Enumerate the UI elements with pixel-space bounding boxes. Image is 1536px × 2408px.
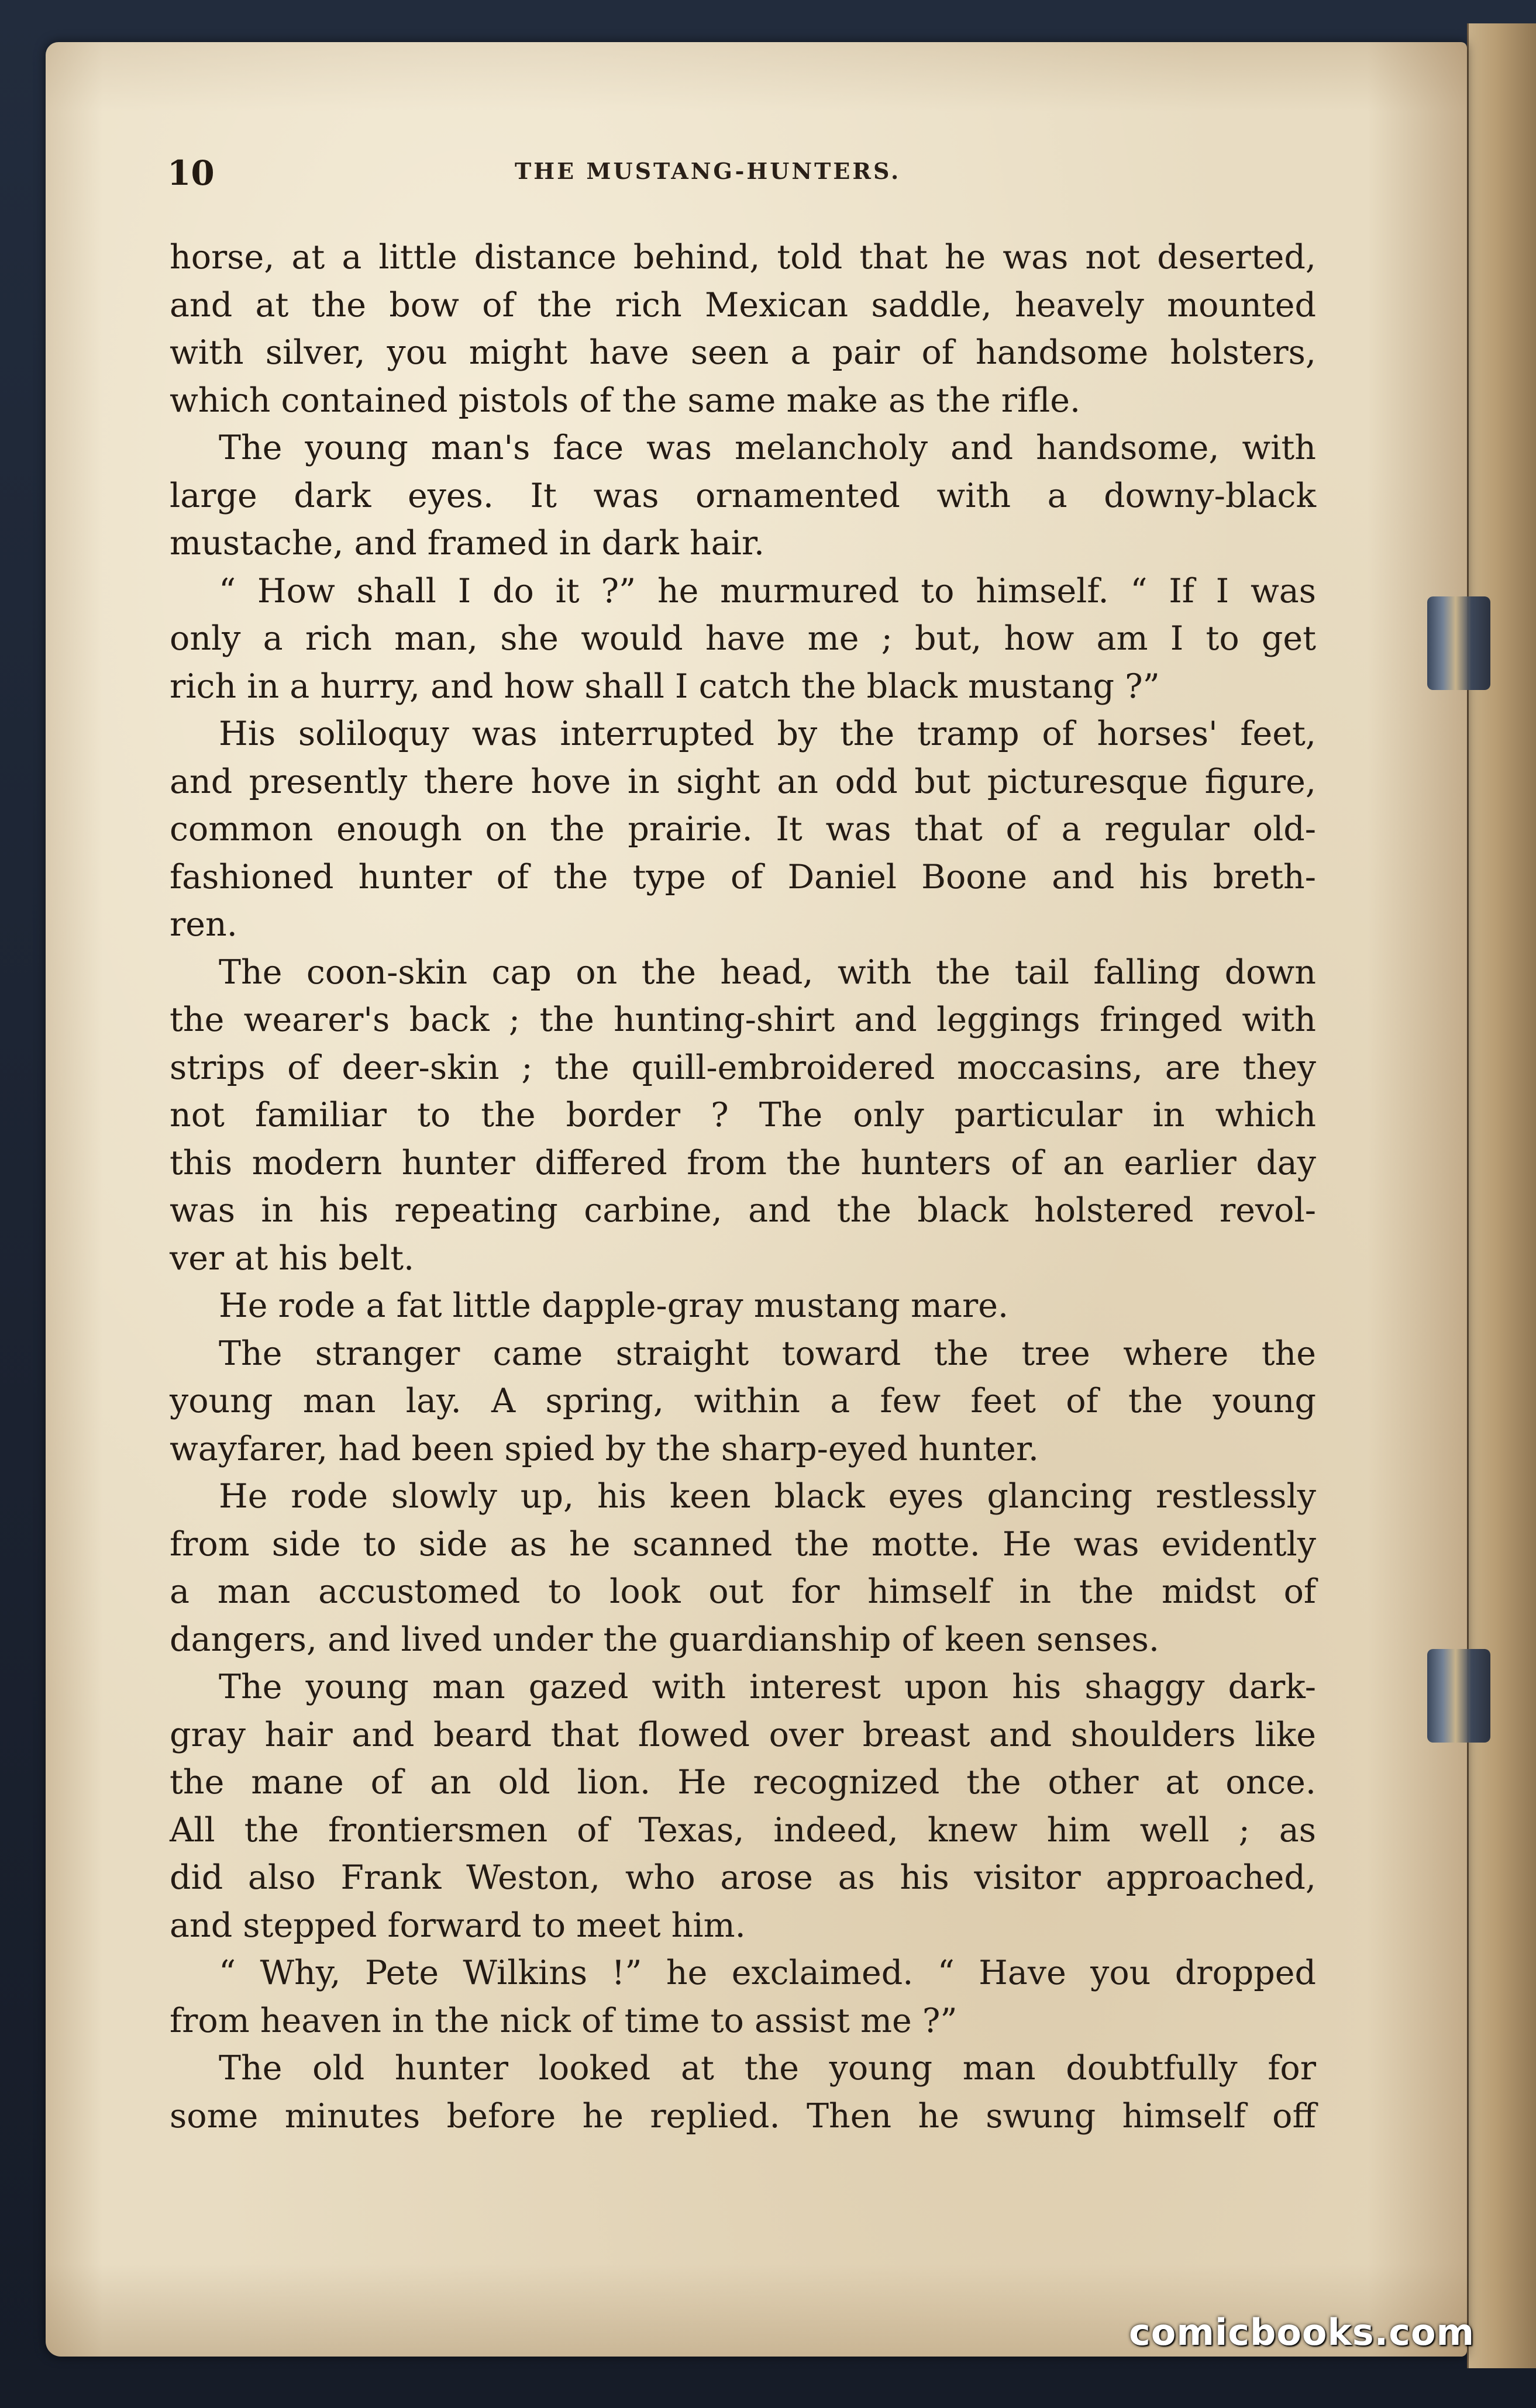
text-line: ren. [170, 905, 237, 944]
text-line: not familiar to the border ? The only particular in which [170, 1096, 1316, 1134]
text-line: fashioned hunter of the type of Daniel Boone and his breth- [170, 857, 1316, 896]
text-line: He rode a fat little dapple-gray mustang mare. [219, 1286, 1009, 1325]
text-line: and presently there hove in sight an odd but picturesque figure, [170, 762, 1316, 801]
text-line: The old hunter looked at the young man doubtfully for [219, 2049, 1316, 2088]
running-title: THE MUSTANG-HUNTERS. [515, 158, 901, 184]
text-line: some minutes before he replied. Then he swung himself off [170, 2096, 1316, 2136]
text-line: young man lay. A spring, within a few feet of the young [170, 1382, 1316, 1420]
text-line: from side to side as he scanned the motte. He was evidently [170, 1524, 1316, 1564]
text-line: The young man's face was melancholy and handsome, with [219, 429, 1316, 467]
watermark: comicbooks.com [1129, 2311, 1475, 2354]
text-line: All the frontiersmen of Texas, indeed, knew him well ; as [170, 1810, 1316, 1850]
text-line: mustache, and framed in dark hair. [170, 524, 764, 563]
text-line: large dark eyes. It was ornamented with a downy-black [170, 476, 1316, 515]
page-number: 10 [167, 153, 215, 193]
text-line: wayfarer, had been spied by the sharp-eyed hunter. [170, 1429, 1039, 1468]
text-line: this modern hunter differed from the hunters of an earlier day [170, 1143, 1316, 1182]
text-line: common enough on the prairie. It was that of a regular old- [170, 810, 1316, 848]
text-line: dangers, and lived under the guardianship of keen senses. [170, 1620, 1159, 1659]
text-line: only a rich man, she would have me ; but, how am I to get [170, 619, 1316, 658]
text-line: and at the bow of the rich Mexican saddle, heavely mounted [170, 285, 1316, 325]
text-line: a man accustomed to look out for himself in the midst of [170, 1572, 1316, 1611]
body-text [170, 234, 1316, 2140]
text-line: the wearer's back ; the hunting-shirt and leggings fringed with [170, 1001, 1316, 1039]
text-line: ver at his belt. [170, 1239, 415, 1278]
text-line: the mane of an old lion. He recognized the other at once. [170, 1763, 1316, 1802]
text-line: He rode slowly up, his keen black eyes glancing restlessly [219, 1477, 1316, 1516]
text-line: horse, at a little distance behind, told that he was not deserted, [170, 238, 1316, 277]
text-line: which contained pistols of the same make as the rifle. [170, 381, 1081, 420]
text-line: rich in a hurry, and how shall I catch the black mustang ?” [170, 667, 1160, 706]
text-line: was in his repeating carbine, and the black holstered revol- [170, 1191, 1316, 1230]
text-line: with silver, you might have seen a pair of handsome holsters, [170, 333, 1316, 372]
text-line: strips of deer-skin ; the quill-embroidered moccasins, are they [170, 1048, 1316, 1087]
text-line: “ How shall I do it ?” he murmured to himself. “ If I was [219, 571, 1316, 610]
text-line: The young man gazed with interest upon his shaggy dark- [219, 1668, 1316, 1706]
text-line: and stepped forward to meet him. [170, 1906, 746, 1945]
binding-staple-bottom [1427, 1649, 1490, 1743]
text-line: His soliloquy was interrupted by the tramp of horses' feet, [219, 715, 1316, 753]
running-head [0, 153, 1536, 194]
text-line: did also Frank Weston, who arose as his visitor approached, [170, 1858, 1316, 1897]
text-line: The stranger came straight toward the tree where the [219, 1334, 1316, 1373]
text-line: “ Why, Pete Wilkins !” he exclaimed. “ Have you dropped [219, 1954, 1316, 1992]
text-line: from heaven in the nick of time to assist me ?” [170, 2001, 958, 2040]
text-line: gray hair and beard that flowed over breast and shoulders like [170, 1715, 1316, 1754]
text-line: The coon-skin cap on the head, with the tail falling down [219, 953, 1316, 992]
binding-staple-top [1427, 596, 1490, 690]
book-spine-edge [1467, 23, 1536, 2368]
